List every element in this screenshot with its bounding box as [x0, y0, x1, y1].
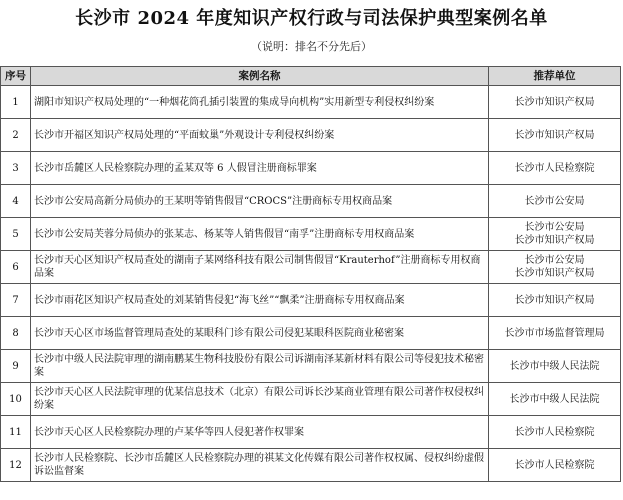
unit-name: 长沙市市场监督管理局: [504, 327, 605, 339]
row-recommending-unit: [489, 317, 621, 350]
row-recommending-unit: [489, 383, 621, 416]
unit-name: 长沙市公安局: [524, 255, 585, 266]
row-recommending-unit: [489, 119, 621, 152]
row-serial: 3: [1, 152, 31, 185]
unit-name: 长沙市知识产权局: [514, 268, 595, 279]
row-recommending-unit: [489, 350, 621, 383]
row-recommending-unit: [489, 185, 621, 218]
row-serial: 4: [1, 185, 31, 218]
table-row: [1, 86, 621, 119]
table-header-row: [1, 67, 621, 86]
ranking-note: （说明：排名不分先后）: [251, 40, 372, 53]
unit-name: 长沙市知识产权局: [514, 235, 595, 246]
row-case-name: 长沙市天心区知识产权局查处的湖南子某网络科技有限公司制售假冒“Krauterhof”注册商标专用权商品案: [31, 251, 489, 284]
table-row: [1, 152, 621, 185]
table-row: [1, 284, 621, 317]
row-serial: 11: [1, 416, 31, 449]
row-serial: 10: [1, 383, 31, 416]
unit-name: 长沙市人民检察院: [514, 426, 595, 438]
row-serial: 6: [1, 251, 31, 284]
unit-name: 长沙市中级人民法院: [509, 360, 600, 372]
unit-name: 长沙市公安局: [524, 222, 585, 233]
row-serial: 5: [1, 218, 31, 251]
header-recommending-unit: 推荐单位: [489, 67, 621, 86]
table-row: [1, 383, 621, 416]
row-recommending-unit: [489, 251, 621, 284]
row-case-name: 长沙市公安局高新分局侦办的王某明等销售假冒“CROCS”注册商标专用权商品案: [31, 185, 489, 218]
table-row: [1, 251, 621, 284]
table-row: [1, 119, 621, 152]
row-case-name: 长沙市天心区人民法院审理的优某信息技术（北京）有限公司诉长沙某商业管理有限公司著作权侵权纠纷案: [31, 383, 489, 416]
row-serial: 8: [1, 317, 31, 350]
row-serial: 7: [1, 284, 31, 317]
row-recommending-unit: [489, 284, 621, 317]
row-case-name: 长沙市开福区知识产权局处理的“平面蚊巢”外观设计专利侵权纠纷案: [31, 119, 489, 152]
row-case-name: 长沙市人民检察院、长沙市岳麓区人民检察院办理的祺某文化传媒有限公司著作权权属、侵权纠纷虚假诉讼监督案: [31, 449, 489, 482]
row-recommending-unit: [489, 86, 621, 119]
row-case-name: 长沙市岳麓区人民检察院办理的孟某双等 6 人假冒注册商标罪案: [31, 152, 489, 185]
table-row: [1, 185, 621, 218]
table-row: [1, 350, 621, 383]
unit-name: 长沙市人民检察院: [514, 162, 595, 174]
row-recommending-unit: [489, 218, 621, 251]
unit-name: 长沙市公安局: [524, 195, 585, 207]
unit-name: 长沙市知识产权局: [514, 294, 595, 306]
row-serial: 12: [1, 449, 31, 482]
case-table: [0, 66, 621, 482]
unit-name: 长沙市中级人民法院: [509, 393, 600, 405]
header-serial: 序号: [1, 67, 31, 86]
row-recommending-unit: [489, 449, 621, 482]
row-case-name: 长沙市中级人民法院审理的湖南鹏某生物科技股份有限公司诉湖南泽某新材料有限公司等侵犯技术秘密案: [31, 350, 489, 383]
row-serial: 1: [1, 86, 31, 119]
row-case-name: 长沙市天心区人民检察院办理的卢某华等四人侵犯著作权罪案: [31, 416, 489, 449]
row-case-name: 湖阳市知识产权局处理的“一种烟花筒孔插引装置的集成导向机构”实用新型专利侵权纠纷案: [31, 86, 489, 119]
row-serial: 9: [1, 350, 31, 383]
row-serial: 2: [1, 119, 31, 152]
table-row: [1, 416, 621, 449]
row-recommending-unit: [489, 416, 621, 449]
row-case-name: 长沙市雨花区知识产权局查处的刘某销售侵犯“海飞丝”“飘柔”注册商标专用权商品案: [31, 284, 489, 317]
unit-name: 长沙市知识产权局: [514, 96, 595, 108]
table-row: [1, 449, 621, 482]
unit-name: 长沙市知识产权局: [514, 129, 595, 141]
row-case-name: 长沙市天心区市场监督管理局查处的某眼科门诊有限公司侵犯某眼科医院商业秘密案: [31, 317, 489, 350]
unit-name: 长沙市人民检察院: [514, 459, 595, 471]
row-case-name: 长沙市公安局芙蓉分局侦办的张某志、杨某等人销售假冒“南孚”注册商标专用权商品案: [31, 218, 489, 251]
page-title: 长沙市 2024 年度知识产权行政与司法保护典型案例名单: [75, 8, 548, 29]
row-recommending-unit: [489, 152, 621, 185]
table-row: [1, 218, 621, 251]
table-row: [1, 317, 621, 350]
header-case-name: 案例名称: [31, 67, 489, 86]
